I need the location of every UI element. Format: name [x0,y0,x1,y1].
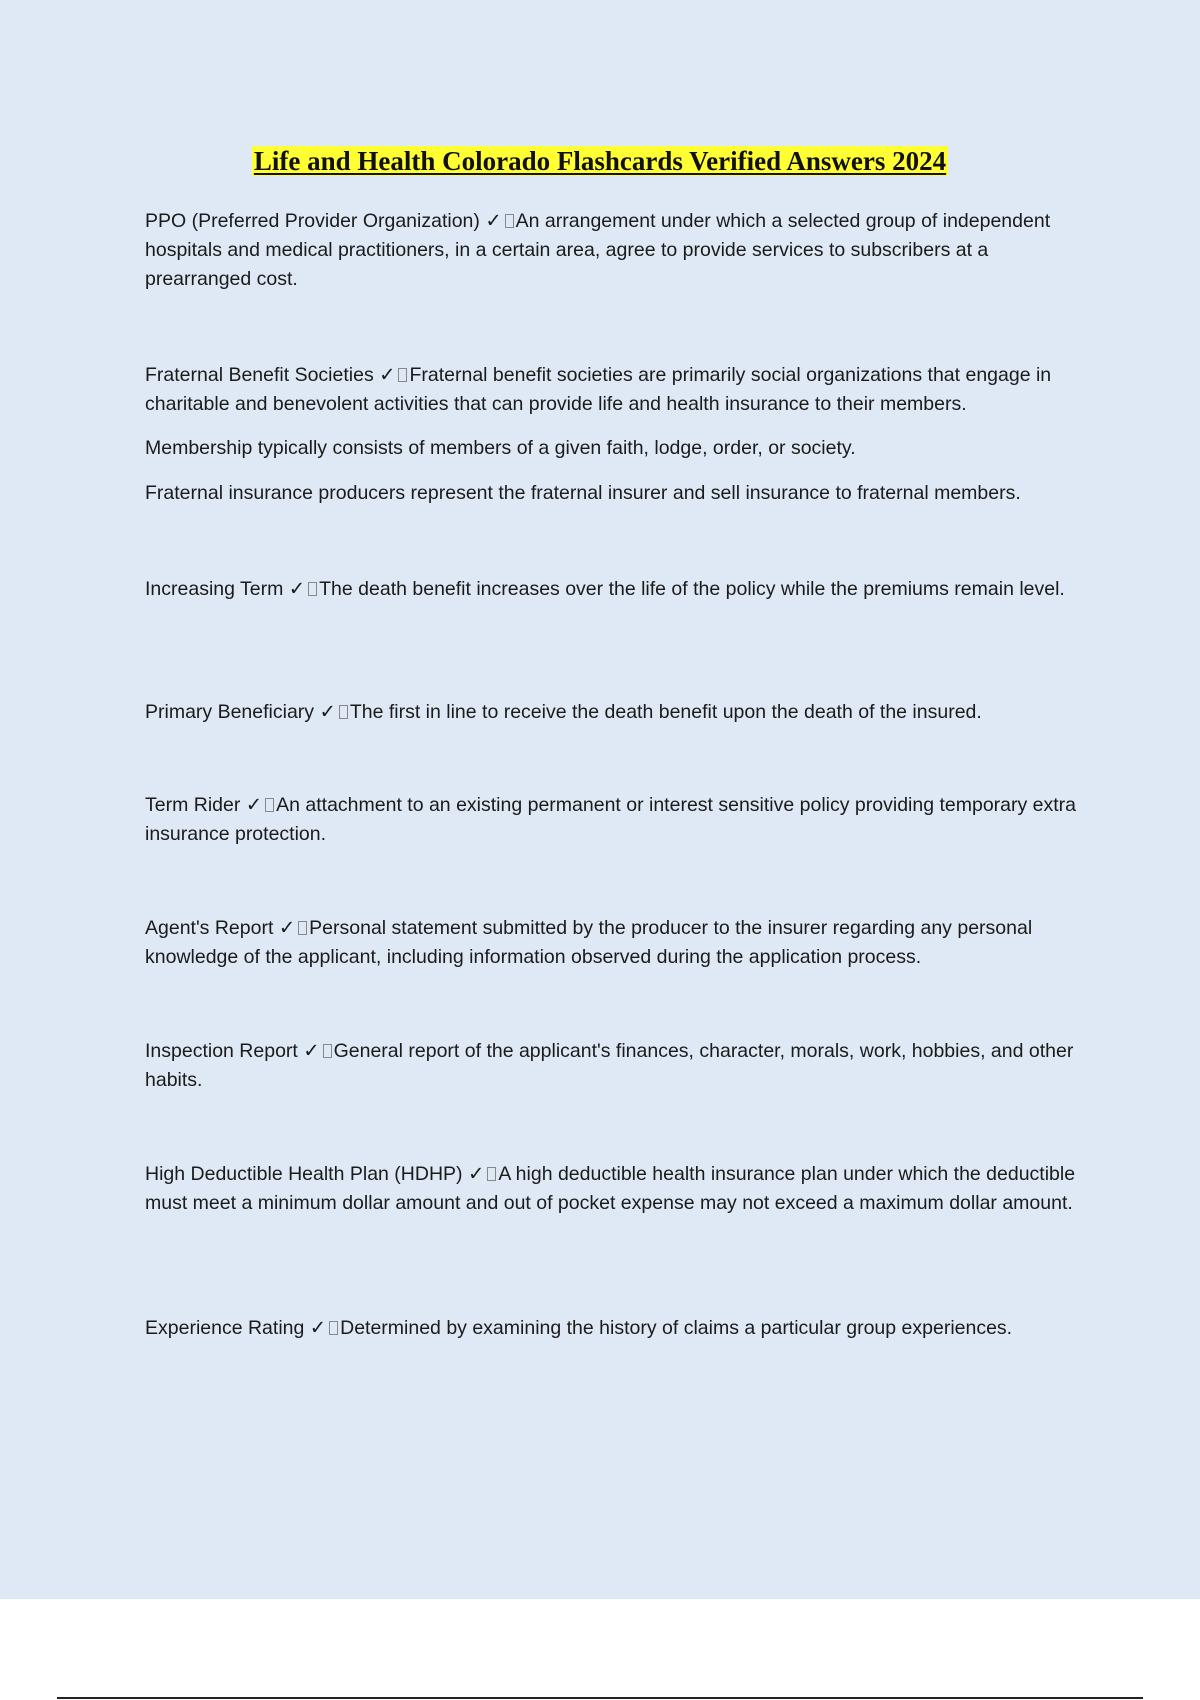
flashcard-term: Increasing Term [145,578,284,600]
flashcard-entry [145,574,1090,604]
flashcard-term: Agent's Report [145,917,274,939]
footer-divider [57,1697,1143,1699]
check-mark-icon: ✓ [288,577,306,600]
flashcard-term: Experience Rating [145,1317,305,1339]
flashcard-term: PPO (Preferred Provider Organization) [145,210,480,232]
missing-glyph-box-icon [505,214,514,228]
flashcard-entry [145,206,1090,294]
flashcard-definition: Personal statement submitted by the producer to the insurer regarding any personal knowledge of the applicant, including information observed during the application process. [145,917,1033,968]
missing-glyph-box-icon [339,705,348,719]
missing-glyph-box-icon [487,1167,496,1181]
check-mark-icon: ✓ [278,916,296,939]
flashcard-term: Fraternal Benefit Societies [145,364,374,386]
flashcard-definition: The death benefit increases over the life of the policy while the premiums remain level. [319,578,1065,600]
check-mark-icon: ✓ [467,1162,485,1185]
flashcard-entry [145,697,1090,727]
flashcard-definition: An arrangement under which a selected group of independent hospitals and medical practitioners, in a certain area, agree to provide services to subscribers at a prearranged cost. [145,210,1051,290]
flashcard-term: High Deductible Health Plan (HDHP) [145,1163,463,1185]
document-title-text: Life and Health Colorado Flashcards Verified Answers 2024 [253,146,947,176]
check-mark-icon: ✓ [309,1316,327,1339]
flashcard-entry [145,360,1090,419]
flashcard-definition: General report of the applicant's finances, character, morals, work, hobbies, and other habits. [145,1040,1074,1091]
flashcard-definition: Fraternal benefit societies are primarily social organizations that engage in charitable and benevolent activities that can provide life and health insurance to their members. [145,364,1052,415]
flashcard-term: Inspection Report [145,1040,298,1062]
missing-glyph-box-icon [298,921,307,935]
flashcard-definition: An attachment to an existing permanent or interest sensitive policy providing temporary extra insurance protection. [145,794,1077,845]
flashcard-definition: Determined by examining the history of claims a particular group experiences. [340,1317,1013,1339]
flashcard-entry [145,1036,1090,1095]
check-mark-icon: ✓ [245,793,263,816]
missing-glyph-box-icon [308,582,317,596]
missing-glyph-box-icon [265,798,274,812]
flashcard-term: Primary Beneficiary [145,701,315,723]
flashcard-entry [145,1313,1090,1343]
flashcard-definition: A high deductible health insurance plan under which the deductible must meet a minimum dollar amount and out of pocket expense may not exceed a maximum dollar amount. [145,1163,1076,1214]
missing-glyph-box-icon [329,1321,338,1335]
check-mark-icon: ✓ [303,1039,320,1062]
flashcard-definition: The first in line to receive the death benefit upon the death of the insured. [349,701,982,723]
flashcard-entry [145,790,1090,849]
flashcard-term: Term Rider [145,794,241,816]
document-title [0,144,1200,178]
missing-glyph-box-icon [398,368,407,382]
flashcard-entry [145,913,1090,972]
missing-glyph-box-icon [323,1044,332,1058]
check-mark-icon: ✓ [485,209,502,232]
flashcard-extra-paragraph: Fraternal insurance producers represent the fraternal insurer and sell insurance to fraternal members. [145,482,1021,504]
flashcard-entry [145,1159,1090,1218]
check-mark-icon: ✓ [379,363,396,386]
flashcard-extra-paragraph: Membership typically consists of members of a given faith, lodge, order, or society. [145,437,856,459]
check-mark-icon: ✓ [319,700,336,723]
